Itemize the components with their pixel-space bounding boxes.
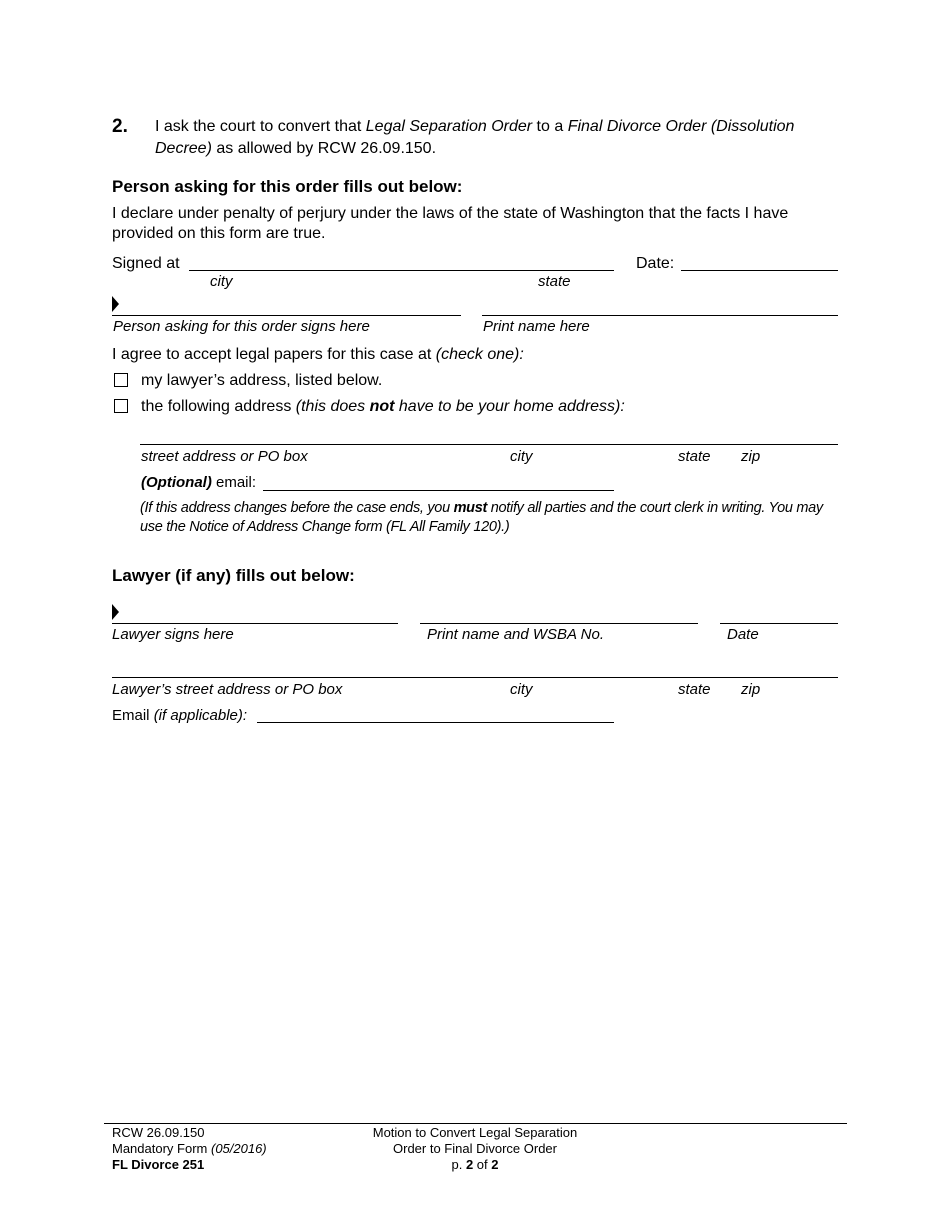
lawyer-address-field[interactable] bbox=[112, 677, 838, 678]
option1-checkbox[interactable] bbox=[114, 373, 128, 387]
signed-city-label: city bbox=[210, 273, 233, 290]
person-heading: Person asking for this order fills out below: bbox=[112, 177, 463, 196]
footer-rcw: RCW 26.09.150 bbox=[112, 1125, 205, 1140]
lawyer-date-label: Date bbox=[727, 626, 759, 643]
option2-checkbox[interactable] bbox=[114, 399, 128, 413]
address-field[interactable] bbox=[140, 444, 838, 445]
sign-arrow-icon bbox=[112, 296, 119, 312]
footer-title-line1: Motion to Convert Legal Separation bbox=[372, 1125, 578, 1140]
signed-at-label: Signed at bbox=[112, 255, 180, 272]
lawyer-heading: Lawyer (if any) fills out below: bbox=[112, 566, 355, 585]
lawyer-signature-field[interactable] bbox=[112, 623, 398, 624]
footer-mandatory: Mandatory Form (05/2016) bbox=[112, 1141, 267, 1156]
option1-label: my lawyer’s address, listed below. bbox=[141, 372, 383, 389]
section2-line2: Decree) as allowed by RCW 26.09.150. bbox=[155, 140, 437, 157]
declaration-text: I declare under penalty of perjury under the laws of the state of Washington that the facts I have provided on this form are true. bbox=[112, 205, 789, 242]
date-field[interactable] bbox=[681, 270, 838, 271]
agree-text: I agree to accept legal papers for this case at (check one): bbox=[112, 346, 524, 363]
print-name-label: Print name here bbox=[483, 318, 590, 335]
lawyer-date-field[interactable] bbox=[720, 623, 838, 624]
lawyer-signature-label: Lawyer signs here bbox=[112, 626, 234, 643]
lawyer-state-label: state bbox=[678, 681, 711, 698]
footer-page-number: p. 2 of 2 bbox=[451, 1157, 499, 1172]
lawyer-print-name-field[interactable] bbox=[420, 623, 698, 624]
date-label: Date: bbox=[636, 255, 675, 272]
option2-label: the following address (this does not have to be your home address): bbox=[141, 398, 625, 415]
lawyer-zip-label: zip bbox=[741, 681, 761, 698]
lawyer-sign-arrow-icon bbox=[112, 604, 119, 620]
signed-state-label: state bbox=[538, 273, 571, 290]
address-street-label: street address or PO box bbox=[141, 448, 308, 465]
address-zip-label: zip bbox=[741, 448, 761, 465]
optional-email-label: (Optional) email: bbox=[141, 474, 257, 491]
signed-at-field[interactable] bbox=[189, 270, 614, 271]
address-change-note: (If this address changes before the case ends, you must notify all parties and the court clerk in writing. You may bbox=[140, 500, 823, 516]
signature-label: Person asking for this order signs here bbox=[113, 318, 370, 335]
print-name-field[interactable] bbox=[482, 315, 838, 316]
lawyer-email-field[interactable] bbox=[257, 722, 614, 723]
lawyer-print-name-label: Print name and WSBA No. bbox=[427, 626, 605, 643]
address-city-label: city bbox=[510, 448, 533, 465]
signature-field[interactable] bbox=[112, 315, 461, 316]
lawyer-street-label: Lawyer’s street address or PO box bbox=[112, 681, 343, 698]
section-number: 2. bbox=[112, 116, 128, 137]
address-change-note-line2: use the Notice of Address Change form (FL All Family 120).) bbox=[140, 519, 510, 535]
section2-line1: I ask the court to convert that Legal Separation Order to a Final Divorce Order (Dissolution bbox=[155, 118, 795, 135]
footer-title-line2: Order to Final Divorce Order bbox=[393, 1141, 557, 1156]
lawyer-email-label: Email (if applicable): bbox=[112, 707, 248, 724]
address-state-label: state bbox=[678, 448, 711, 465]
lawyer-city-label: city bbox=[510, 681, 533, 698]
footer-divider bbox=[104, 1123, 847, 1124]
footer-form-id: FL Divorce 251 bbox=[112, 1157, 205, 1172]
optional-email-field[interactable] bbox=[263, 490, 614, 491]
